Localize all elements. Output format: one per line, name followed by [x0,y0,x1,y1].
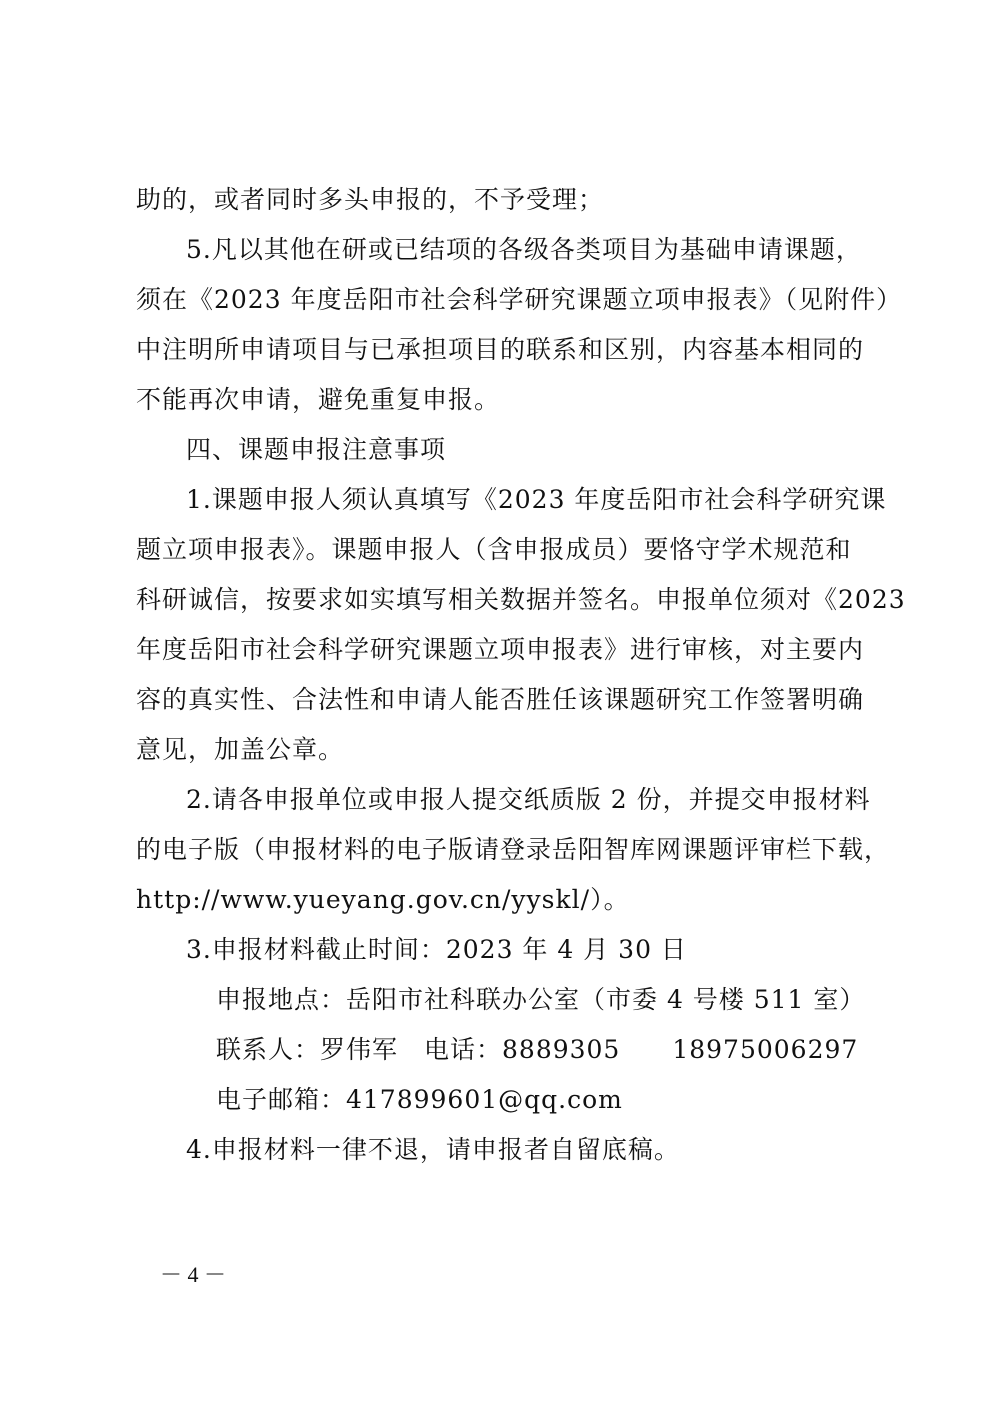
contact-email: 电子邮箱：417899601@qq.com [216,1085,623,1114]
contact-phone: 联系人：罗伟军 电话：8889305 18975006297 [216,1035,859,1064]
paragraph-line: 1.课题申报人须认真填写《2023 年度岳阳市社会科学研究课 [186,485,887,514]
paragraph-line: 题立项申报表》。课题申报人（含申报成员）要恪守学术规范和 [136,535,852,564]
url-line: http://www.yueyang.gov.cn/yyskl/）。 [136,885,630,914]
paragraph-line: 中注明所申请项目与已承担项目的联系和区别，内容基本相同的 [136,335,865,364]
paragraph-line: 年度岳阳市社会科学研究课题立项申报表》进行审核，对主要内 [136,635,865,664]
paragraph-line: 5.凡以其他在研或已结项的各级各类项目为基础申请课题， [186,235,862,264]
paragraph-line: 2.请各申报单位或申报人提交纸质版 2 份，并提交申报材料 [186,785,871,814]
paragraph-line: 3.申报材料截止时间：2023 年 4 月 30 日 [186,935,687,964]
paragraph-line: 科研诚信，按要求如实填写相关数据并签名。申报单位须对《2023 [136,585,906,614]
paragraph-line: 不能再次申请，避免重复申报。 [136,385,501,414]
paragraph-line: 意见，加盖公章。 [136,735,345,764]
section-heading: 四、课题申报注意事项 [186,435,447,464]
contact-address: 申报地点：岳阳市社科联办公室（市委 4 号楼 511 室） [216,985,866,1014]
paragraph-line: 须在《2023 年度岳阳市社会科学研究课题立项申报表》（见附件） [136,285,903,314]
paragraph-line: 的电子版（申报材料的电子版请登录岳阳智库网课题评审栏下载， [136,835,891,864]
paragraph-line: 4.申报材料一律不退，请申报者自留底稿。 [186,1135,680,1164]
paragraph-line: 助的，或者同时多头申报的，不予受理； [136,185,605,214]
page-number: － 4 － [160,1262,227,1287]
paragraph-line: 容的真实性、合法性和申请人能否胜任该课题研究工作签署明确 [136,685,865,714]
